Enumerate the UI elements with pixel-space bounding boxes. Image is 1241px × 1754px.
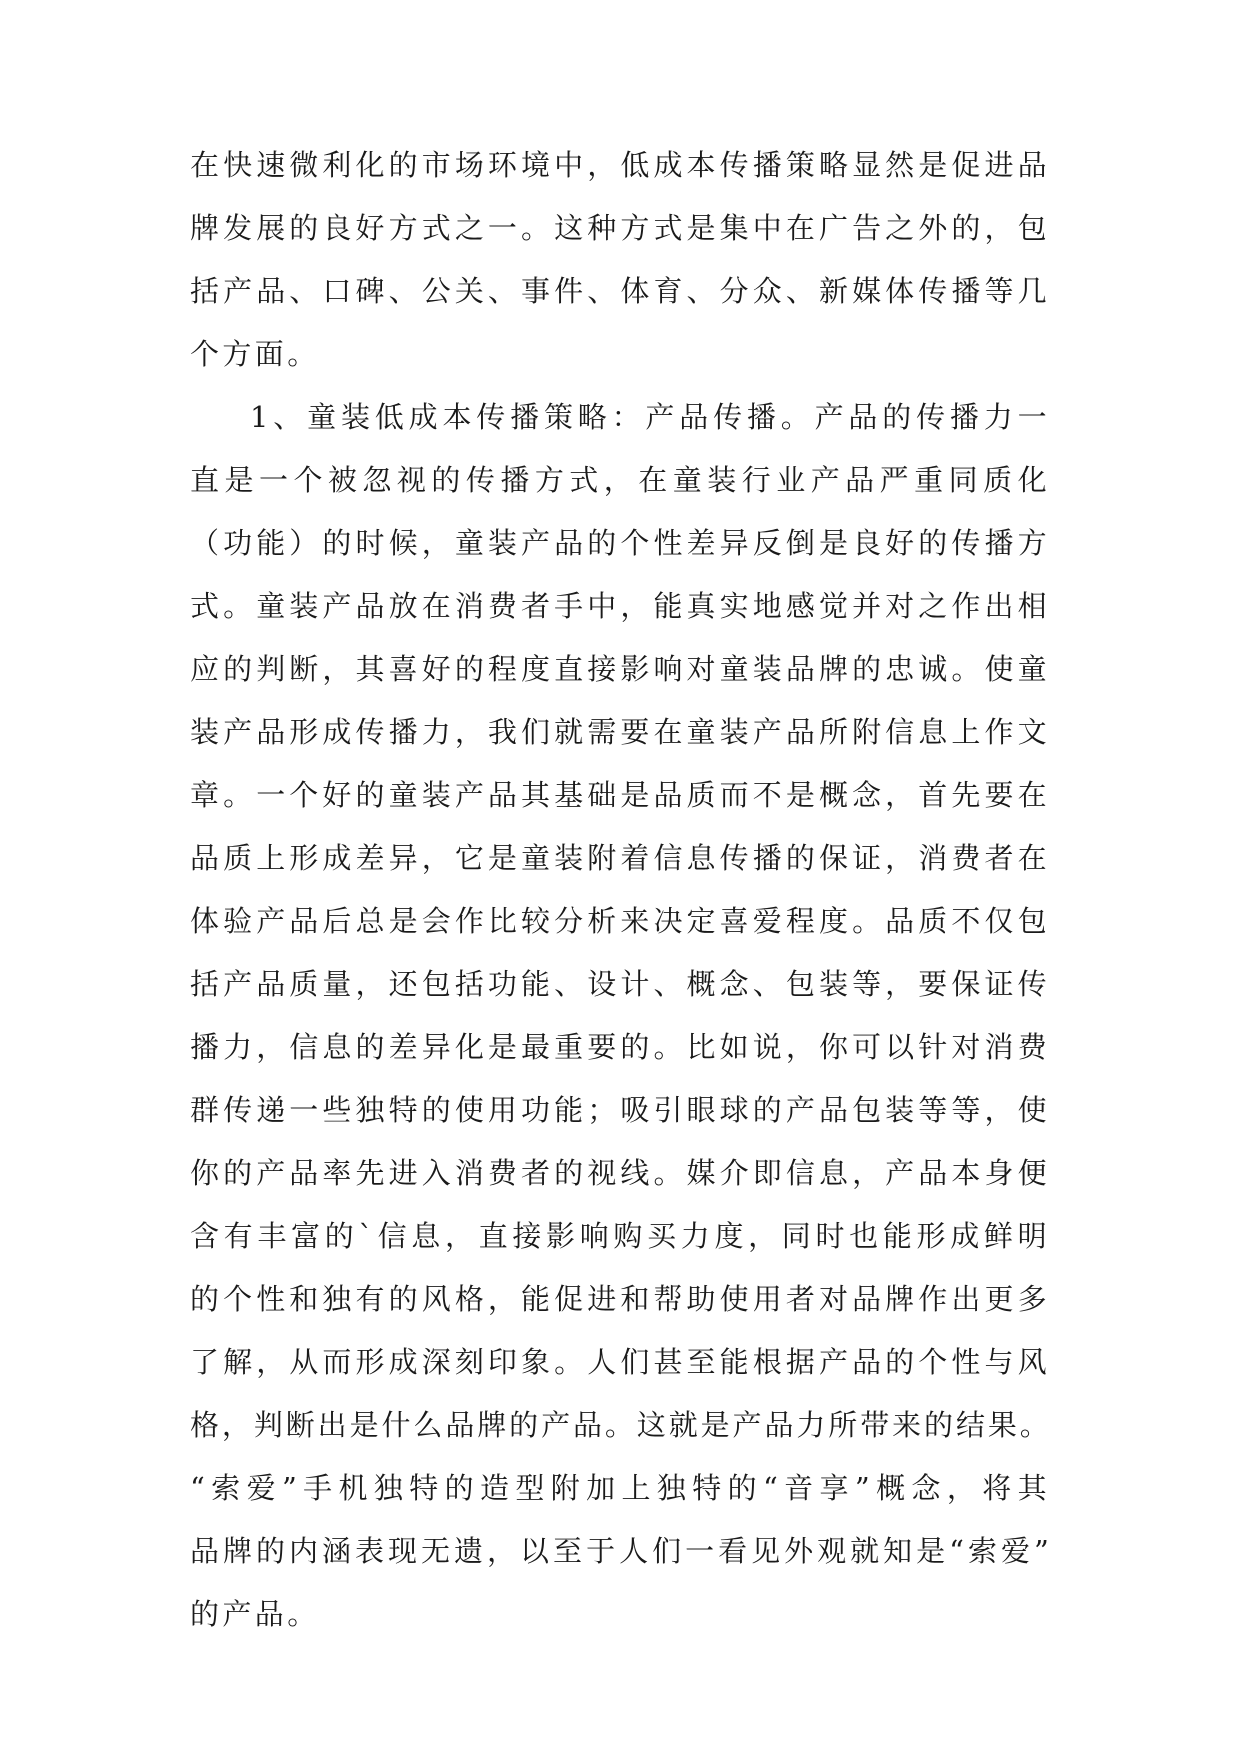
paragraph-1-line: 个方面。 xyxy=(190,337,320,371)
paragraph-2-line: 式。童装产品放在消费者手中，能真实地感觉并对之作出相 xyxy=(190,589,1050,623)
paragraph-2-line: （功能）的时候，童装产品的个性差异反倒是良好的传播方 xyxy=(190,526,1050,560)
paragraph-2-line: 直是一个被忽视的传播方式，在童装行业产品严重同质化 xyxy=(190,463,1050,497)
paragraph-2-line: 体验产品后总是会作比较分析来决定喜爱程度。品质不仅包 xyxy=(190,904,1050,938)
paragraph-2-line: 群传递一些独特的使用功能；吸引眼球的产品包装等等，使 xyxy=(190,1093,1050,1127)
paragraph-2-line: “索爱”手机独特的造型附加上独特的“音享”概念，将其 xyxy=(190,1471,1050,1505)
paragraph-2-line: 章。一个好的童装产品其基础是品质而不是概念，首先要在 xyxy=(190,778,1050,812)
paragraph-2-line: 应的判断，其喜好的程度直接影响对童装品牌的忠诚。使童 xyxy=(190,652,1050,686)
paragraph-2-line: 括产品质量，还包括功能、设计、概念、包装等，要保证传 xyxy=(190,967,1050,1001)
paragraph-2-line: 品质上形成差异，它是童装附着信息传播的保证，消费者在 xyxy=(190,841,1050,875)
paragraph-2-line: 你的产品率先进入消费者的视线。媒介即信息，产品本身便 xyxy=(190,1156,1050,1190)
paragraph-2-line: 了解，从而形成深刻印象。人们甚至能根据产品的个性与风 xyxy=(190,1345,1050,1379)
paragraph-2-line: 品牌的内涵表现无遗，以至于人们一看见外观就知是“索爱” xyxy=(190,1534,1050,1568)
paragraph-2-line: 含有丰富的`信息，直接影响购买力度，同时也能形成鲜明 xyxy=(190,1219,1050,1253)
paragraph-1-line: 括产品、口碑、公关、事件、体育、分众、新媒体传播等几 xyxy=(190,274,1050,308)
paragraph-2-line: 1、童装低成本传播策略：产品传播。产品的传播力一 xyxy=(250,400,1050,434)
paragraph-2-line: 的产品。 xyxy=(190,1597,320,1631)
paragraph-2-line: 的个性和独有的风格，能促进和帮助使用者对品牌作出更多 xyxy=(190,1282,1050,1316)
paragraph-2-line: 播力，信息的差异化是最重要的。比如说，你可以针对消费 xyxy=(190,1030,1050,1064)
paragraph-1-line: 在快速微利化的市场环境中，低成本传播策略显然是促进品 xyxy=(190,148,1050,182)
paragraph-2-line: 装产品形成传播力，我们就需要在童装产品所附信息上作文 xyxy=(190,715,1050,749)
paragraph-1-line: 牌发展的良好方式之一。这种方式是集中在广告之外的，包 xyxy=(190,211,1050,245)
paragraph-2-line: 格，判断出是什么品牌的产品。这就是产品力所带来的结果。 xyxy=(190,1408,1050,1442)
